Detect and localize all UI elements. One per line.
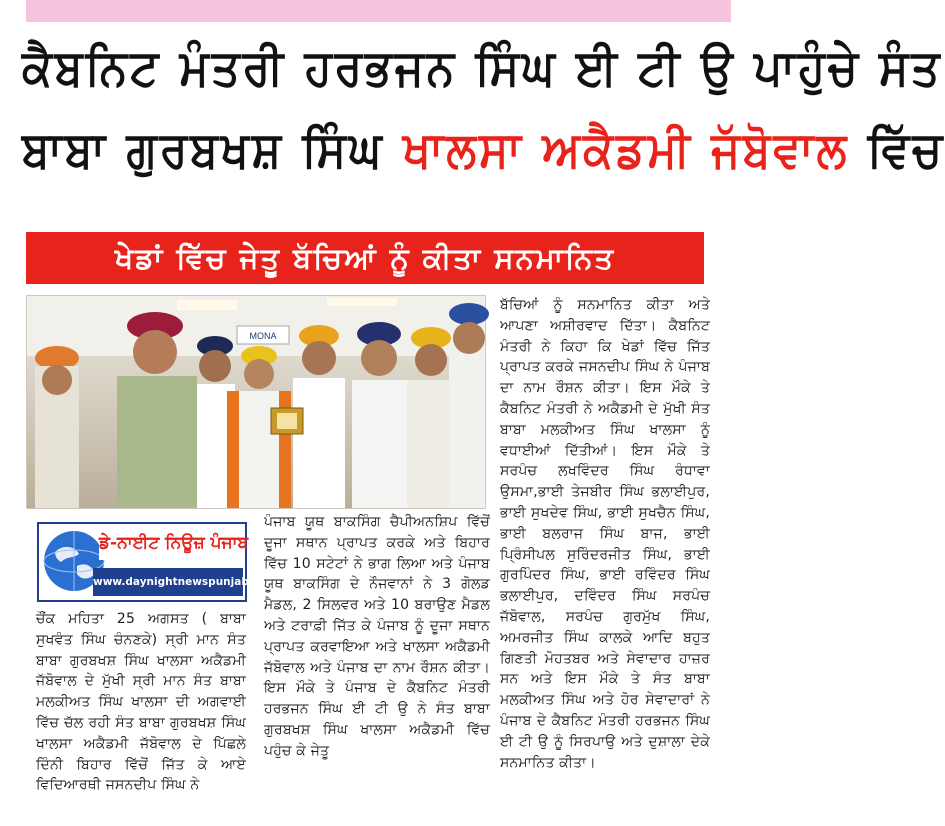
news-logo xyxy=(37,522,278,602)
subheadline-banner: ਖੇਡਾਂ ਵਿੱਚ ਜੇਤੂ ਬੱਚਿਆਂ ਨੂੰ ਕੀਤਾ ਸਨਮਾਨਿਤ xyxy=(26,232,704,284)
logo-url: www.daynightnewspunjab.com xyxy=(93,568,243,596)
article-column-middle: ਪੰਜਾਬ ਯੂਥ ਬਾਕਸਿੰਗ ਚੈਪੀਅਨਸ਼ਿਪ ਵਿੱਚੋਂ ਦੂਜਾ ਸਥਾਨ ਪ੍ਰਾਪਤ ਕਰਕੇ ਅਤੇ ਬਿਹਾਰ ਵਿੱਚ 10 ਸਟੇਟਾਂ ਨੇ ਭਾਗ ਲਿਆ ਅਤੇ ਪੰਜਾਬ ਯੂਥ ਬਾਕਸਿੰਗ ਦੇ ਨੌਜਵਾਨਾਂ ਨੇ 3 ਗੋਲਡ ਮੈਡਲ, 2 ਸਿਲਵਰ ਅਤੇ 10 ਬਰਾਉਣ ਮੈਡਲ ਅਤੇ ਟਰਾਫ਼ੀ ਜਿੱਤ ਕੇ ਪੰਜਾਬ ਨੂੰ ਦੂਜਾ ਸਥਾਨ ਪ੍ਰਾਪਤ ਕਰਵਾਇਆ ਅਤੇ ਖਾਲਸਾ ਅਕੈਡਮੀ ਜੱਬੋਵਾਲ ਅਤੇ ਪੰਜਾਬ ਦਾ ਨਾਮ ਰੌਸ਼ਨ ਕੀਤਾ। ਇਸ ਮੌਕੇ ਤੇ ਪੰਜਾਬ ਦੇ ਕੈਬਨਿਟ ਮੰਤਰੀ ਹਰਭਜਨ ਸਿੰਘ ਈ ਟੀ ਉ ਨੇ ਸੰਤ ਬਾਬਾ ਗੁਰਬਖਸ਼ ਸਿੰਘ ਖਾਲਸਾ ਅਕੈਡਮੀ ਵਿੱਚ ਪਹੁੰਚ ਕੇ ਜੇਤੂ xyxy=(264,514,490,759)
article-column-right: ਬੱਚਿਆਂ ਨੂੰ ਸਨਮਾਨਿਤ ਕੀਤਾ ਅਤੇ ਆਪਣਾ ਅਸ਼ੀਰਵਾਦ ਦਿੱਤਾ। ਕੈਬਨਿਟ ਮੰਤਰੀ ਨੇ ਕਿਹਾ ਕਿ ਖੇਡਾਂ ਵਿੱਚ ਜਿੱਤ ਪ੍ਰਾਪਤ ਕਰਕੇ ਜਸਨਦੀਪ ਸਿੰਘ ਨੇ ਪੰਜਾਬ ਦਾ ਨਾਮ ਰੌਸ਼ਨ ਕੀਤਾ। ਇਸ ਮੌਕੇ ਤੇ ਕੈਬਨਿਟ ਮੰਤਰੀ ਨੇ ਅਕੈਡਮੀ ਦੇ ਮੁੱਖੀ ਸੰਤ ਬਾਬਾ ਮਲਕੀਅਤ ਸਿੰਘ ਖਾਲਸਾ ਨੂੰ ਵਧਾਈਆਂ ਦਿੱਤੀਆਂ। ਇਸ ਮੌਕੇ ਤੇ ਸਰਪੰਚ ਲਖਵਿੰਦਰ ਸਿੰਘ ਰੰਧਾਵਾ ਉਸਮਾ,ਭਾਈ ਤੇਜਬੀਰ ਸਿੰਘ ਭਲਾਈਪੁਰ, ਭਾਈ ਸੁਖਦੇਵ ਸਿੰਘ, ਭਾਈ ਸੁਖਚੈਨ ਸਿੰਘ, ਭਾਈ ਬਲਰਾਜ ਸਿੰਘ ਬਾਜ, ਭਾਈ ਪ੍ਰਿੰਸੀਪਲ ਸੁਰਿੰਦਰਜੀਤ ਸਿੰਘ, ਭਾਈ ਗੁਰਪਿੰਦਰ ਸਿੰਘ, ਭਾਈ ਰਵਿੰਦਰ ਸਿੰਘ ਭਲਾਈਪੁਰ, ਦਵਿੰਦਰ ਸਿੰਘ ਸਰਪੰਚ ਜੱਬੋਵਾਲ, ਸਰਪੰਚ ਗੁਰਮੁੱਖ ਸਿੰਘ, ਅਮਰਜੀਤ ਸਿੰਘ ਕਾਲਕੇ ਆਦਿ ਬਹੁਤ ਗਿਣਤੀ ਮੋਹਤਬਰ ਅਤੇ ਸੇਵਾਦਾਰ ਹਾਜ਼ਰ ਸਨ ਅਤੇ ਇਸ ਮੌਕੇ ਤੇ ਸੰਤ ਬਾਬਾ ਮਲਕੀਅਤ ਸਿੰਘ ਅਤੇ ਹੋਰ ਸੇਵਾਦਾਰਾਂ ਨੇ ਪੰਜਾਬ ਦੇ ਕੈਬਨਿਟ ਮੰਤਰੀ ਹਰਭਜਨ ਸਿੰਘ ਈ ਟੀ ਉ ਨੂੰ ਸਿਰਪਾਉ ਅਤੇ ਦੁਸ਼ਾਲਾ ਦੇਕੇ ਸਨਮਾਨਿਤ ਕੀਤਾ। xyxy=(500,297,710,771)
news-photo-illustration xyxy=(27,296,485,508)
headline-line-2-black: ਬਾਬਾ ਗੁਰਬਖਸ਼ ਸਿੰਘ xyxy=(22,121,385,179)
news-photo xyxy=(26,295,486,509)
cropped-next-headline xyxy=(120,812,680,826)
headline-line-2-red: ਖਾਲਸਾ ਅਕੈਡਮੀ ਜੱਬੋਵਾਲ xyxy=(402,121,850,179)
photo-plaque-face xyxy=(277,413,297,429)
top-color-strip xyxy=(26,0,731,22)
headline-line-1: ਕੈਬਨਿਟ ਮੰਤਰੀ ਹਰਭਜਨ ਸਿੰਘ ਈ ਟੀ ਉ ਪਾਹੁੰਚੇ ਸੰਤ xyxy=(22,39,943,97)
photo-sign-text: MONA xyxy=(249,331,277,341)
photo-light xyxy=(177,300,237,310)
photo-light xyxy=(327,298,397,306)
headline-line-2-end: ਵਿੱਚ xyxy=(867,121,945,179)
article-column-left: ਚੌਂਕ ਮਹਿਤਾ 25 ਅਗਸਤ ( ਬਾਬਾ ਸੁਖਵੰਤ ਸਿੰਘ ਚੰਨਣਕੇ) ਸ੍ਰੀ ਮਾਨ ਸੰਤ ਬਾਬਾ ਗੁਰਬਖਸ਼ ਸਿੰਘ ਖਾਲਸਾ ਅਕੈਡਮੀ ਜੱਬੋਵਾਲ ਦੇ ਮੁੱਖੀ ਸ੍ਰੀ ਮਾਨ ਸੰਤ ਬਾਬਾ ਮਲਕੀਅਤ ਸਿੰਘ ਖਾਲਸਾ ਦੀ ਅਗਵਾਈ ਵਿੱਚ ਚੱਲ ਰਹੀ ਸੰਤ ਬਾਬਾ ਗੁਰਬਖਸ਼ ਸਿੰਘ ਖਾਲਸਾ ਅਕੈਡਮੀ ਜੱਬੋਵਾਲ ਦੇ ਪਿੱਛਲੇ ਦਿੰਨੀ ਬਿਹਾਰ ਵਿੱਚੋਂ ਜਿੱਤ ਕੇ ਆਏ ਵਿਦਿਆਰਥੀ ਜਸਨਦੀਪ ਸਿੰਘ ਨੇ xyxy=(36,611,246,794)
logo-name: ਡੇ-ਨਾਈਟ ਨਿਊਜ਼ ਪੰਜਾਬ xyxy=(99,526,241,560)
headline-line-2 xyxy=(22,119,945,184)
